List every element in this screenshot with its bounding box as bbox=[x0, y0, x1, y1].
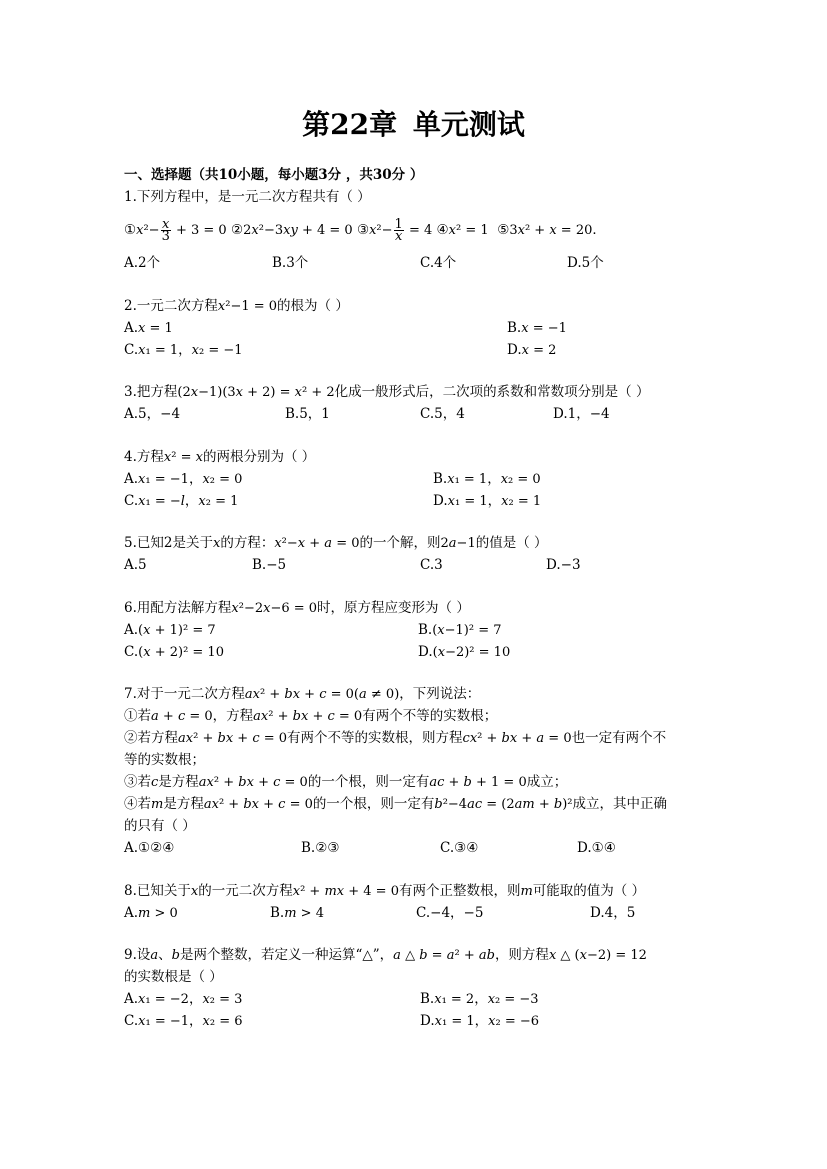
text-segment: ④ bbox=[432, 222, 449, 238]
math-expression: x²−1 = 0 bbox=[217, 298, 278, 314]
math-expression: a bbox=[150, 948, 159, 963]
question-8 bbox=[124, 880, 724, 924]
math-expression: x bbox=[190, 883, 199, 899]
math-expression: x₂ = −3 bbox=[487, 992, 539, 1007]
option-c bbox=[420, 252, 456, 274]
text-segment: ③若 bbox=[124, 774, 151, 790]
option-c bbox=[124, 339, 243, 361]
question-list bbox=[124, 186, 724, 1032]
option-a bbox=[124, 252, 160, 274]
text-segment: ②若方程 bbox=[124, 730, 178, 746]
math-expression: (x−2)² = 10 bbox=[432, 644, 511, 660]
text-segment: ， bbox=[487, 492, 502, 509]
option-a bbox=[124, 554, 147, 576]
math-expression: (x + 1)² = 7 bbox=[138, 622, 216, 638]
text-segment: 也一定有两个不 bbox=[571, 730, 667, 746]
math-expression: x₁ = 2 bbox=[434, 992, 475, 1007]
text-segment: 的根为（ ） bbox=[277, 297, 349, 314]
question-text-line bbox=[124, 771, 724, 793]
option-a bbox=[124, 317, 173, 339]
math-expression: x₁ = 1 bbox=[434, 1014, 475, 1029]
math-expression: x² = x bbox=[163, 449, 203, 465]
text-segment: ， bbox=[189, 1013, 203, 1029]
option-b bbox=[507, 317, 567, 339]
option-d bbox=[546, 554, 581, 576]
fraction-denominator: x bbox=[395, 229, 403, 244]
text-segment: 的方程： bbox=[220, 535, 275, 551]
math-expression: x₂ = 0 bbox=[202, 471, 243, 487]
text-segment: C.5，4 bbox=[420, 406, 465, 422]
text-segment: C.3 bbox=[420, 557, 443, 573]
math-expression: + 3 = 0 bbox=[171, 223, 227, 238]
math-expression: m bbox=[520, 883, 533, 899]
math-expression: x² + mx + 4 = 0 bbox=[292, 883, 399, 899]
text-segment: 的一个根，则一定有 bbox=[307, 774, 430, 790]
text-segment: ， bbox=[188, 991, 203, 1007]
text-segment: 的一个根，则一定有 bbox=[312, 796, 435, 812]
option-c bbox=[420, 403, 465, 425]
math-expression: x₂ = −6 bbox=[488, 1014, 540, 1029]
option-c bbox=[124, 1010, 243, 1032]
math-expression: = 4 bbox=[404, 223, 433, 238]
text-segment: 2.一元二次方程 bbox=[124, 297, 218, 314]
math-expression: (2x−1)(3x + 2) = x² + 2 bbox=[177, 385, 335, 400]
math-expression: ax² + bx + c = 0 bbox=[198, 775, 308, 790]
math-expression: x = −1 bbox=[521, 320, 567, 336]
page-title: 第22章 单元测试 bbox=[302, 108, 525, 141]
text-segment: 的一元二次方程 bbox=[198, 882, 293, 899]
option-a bbox=[124, 837, 174, 859]
exam-content bbox=[124, 164, 724, 1032]
option-a bbox=[124, 619, 216, 641]
question-text-line bbox=[124, 793, 724, 815]
math-expression: x₂ = −1 bbox=[191, 342, 243, 358]
text-segment: ①若 bbox=[124, 708, 151, 724]
option-d bbox=[567, 252, 604, 274]
text-segment: ， bbox=[188, 470, 203, 487]
text-segment: 是方程 bbox=[158, 774, 199, 790]
math-expression: ax² + bx + c = 0 bbox=[178, 731, 288, 746]
text-segment: ③ bbox=[352, 222, 370, 238]
answer-options bbox=[124, 619, 724, 663]
question-9 bbox=[124, 944, 724, 1032]
math-expression: (x−1)² = 7 bbox=[432, 622, 502, 638]
text-segment: 3.把方程 bbox=[124, 384, 178, 400]
text-segment: B. bbox=[433, 470, 448, 487]
text-segment: B. bbox=[420, 991, 435, 1007]
option-b bbox=[301, 837, 339, 859]
math-expression: x = 2 bbox=[521, 342, 557, 358]
text-segment: ① bbox=[124, 222, 137, 238]
option-c bbox=[420, 554, 443, 576]
text-segment: ， bbox=[178, 341, 192, 358]
option-c bbox=[124, 490, 238, 512]
text-segment: 的一个解，则 bbox=[359, 535, 441, 551]
text-segment: 时，原方程应变形为（ ） bbox=[317, 599, 470, 616]
text-segment: D.1，−4 bbox=[553, 406, 610, 422]
text-segment: 8.已知关于 bbox=[124, 882, 191, 899]
text-segment: 4.方程 bbox=[124, 448, 164, 465]
math-expression: x₁ = 1 bbox=[447, 471, 488, 487]
math-expression: x₁ = −2 bbox=[138, 992, 189, 1007]
text-segment: 的值是（ ） bbox=[475, 535, 548, 551]
math-expression: x₂ = 3 bbox=[202, 992, 243, 1007]
text-segment: 的实数根是（ ） bbox=[124, 969, 223, 985]
text-segment: ② bbox=[226, 222, 244, 238]
math-expression: x₁ = −1 bbox=[138, 471, 189, 487]
text-segment: A.5 bbox=[124, 557, 147, 573]
text-segment: B. bbox=[270, 904, 285, 921]
option-b bbox=[420, 988, 539, 1010]
text-segment: A.5，−4 bbox=[124, 406, 181, 422]
text-segment: ，下列说法： bbox=[399, 686, 481, 702]
text-segment: 有两个不等的实数根； bbox=[362, 708, 498, 724]
text-segment: ， bbox=[474, 1013, 489, 1029]
text-segment: 9.设 bbox=[124, 947, 151, 963]
question-7 bbox=[124, 683, 724, 859]
math-expression: b²−4ac = (2am + b)² bbox=[434, 797, 573, 812]
option-d bbox=[590, 902, 635, 924]
math-expression: 2x²−3xy + 4 = 0 bbox=[243, 223, 353, 238]
math-expression: x²− bbox=[369, 223, 393, 238]
text-segment: D.①④ bbox=[577, 840, 616, 856]
text-segment: C. bbox=[124, 1013, 139, 1029]
text-segment: D. bbox=[507, 341, 522, 358]
option-d bbox=[577, 837, 616, 859]
text-segment: B.5，1 bbox=[285, 406, 330, 422]
question-1 bbox=[124, 186, 724, 274]
question-stem bbox=[124, 295, 724, 317]
option-d bbox=[418, 641, 510, 663]
text-segment: 化成一般形式后，二次项的系数和常数项分别是（ ） bbox=[334, 384, 650, 400]
answer-options bbox=[124, 554, 724, 576]
text-segment: B.3个 bbox=[272, 255, 309, 271]
question-stem bbox=[124, 532, 724, 554]
text-segment: 成立； bbox=[526, 774, 568, 790]
option-b bbox=[433, 468, 541, 490]
question-stem bbox=[124, 381, 724, 403]
section-heading: 一、选择题（共10小题，每小题3分 ，共30分 ） bbox=[124, 167, 424, 183]
question-5 bbox=[124, 532, 724, 576]
text-segment: C.−4，−5 bbox=[416, 904, 484, 921]
fraction-numerator: 1 bbox=[394, 217, 403, 232]
text-segment: 是两个整数，若定义一种运算“△”， bbox=[179, 947, 394, 963]
math-expression: x₂ = 6 bbox=[202, 1014, 243, 1029]
option-a bbox=[124, 403, 180, 425]
option-a bbox=[124, 902, 178, 924]
math-expression: x²−x + a = 0 bbox=[274, 536, 360, 551]
math-expression: x²− bbox=[136, 223, 160, 238]
fraction bbox=[394, 219, 404, 242]
text-segment: ⑤ bbox=[488, 222, 510, 238]
text-segment: D.4，5 bbox=[590, 904, 636, 921]
answer-options bbox=[124, 317, 724, 361]
fraction-numerator: x bbox=[162, 217, 170, 232]
math-expression: x bbox=[212, 536, 221, 551]
text-segment: ． bbox=[592, 222, 606, 238]
answer-options bbox=[124, 468, 724, 512]
math-expression: x₂ = 1 bbox=[198, 493, 239, 509]
text-segment: 6.用配方法解方程 bbox=[124, 599, 232, 616]
question-stem bbox=[124, 944, 724, 966]
text-segment: 的只有（ ） bbox=[124, 818, 196, 834]
question-6 bbox=[124, 597, 724, 663]
math-expression: ax² + bx + c = 0 bbox=[253, 709, 363, 724]
math-expression: (x + 2)² = 10 bbox=[138, 644, 224, 660]
text-segment: 有两个正整数根，则 bbox=[398, 882, 521, 899]
text-segment: ，方程 bbox=[212, 708, 254, 724]
option-b bbox=[252, 554, 286, 576]
option-c bbox=[416, 902, 483, 924]
text-segment: D.−3 bbox=[546, 557, 581, 573]
math-expression: cx² + bx + a = 0 bbox=[462, 731, 572, 746]
answer-options bbox=[124, 837, 724, 859]
text-segment: C. bbox=[124, 341, 139, 358]
option-d bbox=[420, 1010, 539, 1032]
math-expression: x₂ = 0 bbox=[500, 471, 541, 487]
fraction bbox=[161, 219, 171, 242]
math-expression: ac + b + 1 = 0 bbox=[429, 775, 527, 790]
text-segment: 、 bbox=[158, 947, 172, 963]
text-segment: ， bbox=[184, 492, 199, 509]
option-c bbox=[124, 641, 224, 663]
math-expression: a + c = 0 bbox=[151, 709, 213, 724]
text-segment: A. bbox=[124, 991, 139, 1007]
text-segment: 有两个不等的实数根，则方程 bbox=[287, 730, 463, 746]
answer-options bbox=[124, 902, 724, 924]
text-segment: C. bbox=[124, 492, 139, 509]
text-segment: 的两根分别为（ ） bbox=[202, 448, 316, 465]
math-expression: x²−2x−6 = 0 bbox=[231, 600, 318, 616]
math-expression: x = 1 bbox=[138, 320, 173, 336]
text-segment: ， bbox=[487, 470, 501, 487]
question-stem bbox=[124, 880, 724, 902]
text-segment: A. bbox=[124, 470, 139, 487]
question-stem bbox=[124, 683, 724, 705]
math-expression: x₂ = 1 bbox=[501, 493, 542, 509]
math-expression: m > 4 bbox=[284, 905, 324, 921]
option-d bbox=[433, 490, 541, 512]
math-expression: a △ b = a² + ab bbox=[393, 948, 495, 963]
text-segment: 7.对于一元二次方程 bbox=[124, 686, 245, 702]
math-expression: x₁ = −l bbox=[138, 493, 185, 509]
answer-options bbox=[124, 988, 724, 1032]
text-segment: ，则方程 bbox=[494, 947, 549, 963]
answer-options bbox=[124, 252, 724, 274]
text-segment: 5.已知2是关于 bbox=[124, 535, 213, 551]
question-text-line bbox=[124, 208, 724, 252]
text-segment: 成立，其中正确 bbox=[572, 796, 668, 812]
text-segment: B. bbox=[418, 621, 433, 638]
text-segment: A. bbox=[124, 319, 139, 336]
math-expression: x₁ = 1 bbox=[447, 493, 488, 509]
option-b bbox=[418, 619, 502, 641]
math-expression: 2a−1 bbox=[440, 536, 476, 551]
question-2 bbox=[124, 295, 724, 361]
text-segment: ， bbox=[474, 991, 488, 1007]
text-segment: ④若 bbox=[124, 796, 151, 812]
math-expression: b bbox=[171, 948, 180, 963]
math-expression: x₁ = 1 bbox=[138, 342, 179, 358]
math-expression: x₁ = −1 bbox=[138, 1014, 190, 1029]
option-a bbox=[124, 988, 242, 1010]
option-a bbox=[124, 468, 242, 490]
text-segment: D. bbox=[420, 1013, 435, 1029]
question-stem bbox=[124, 597, 724, 619]
question-stem bbox=[124, 446, 724, 468]
question-text-line bbox=[124, 815, 724, 837]
math-expression: ax² + bx + c = 0 bbox=[203, 797, 313, 812]
text-segment: D. bbox=[418, 643, 433, 660]
text-segment: B.②③ bbox=[301, 840, 340, 856]
text-segment: B. bbox=[507, 319, 522, 336]
option-b bbox=[270, 902, 324, 924]
math-expression: ax² + bx + c = 0(a ≠ 0) bbox=[244, 687, 400, 702]
text-segment: 可能取的值为（ ） bbox=[532, 882, 646, 899]
math-expression: c bbox=[151, 775, 159, 790]
math-expression: x △ (x−2) = 12 bbox=[548, 948, 647, 963]
math-expression: 3x² + x = 20 bbox=[509, 223, 593, 238]
text-segment: B.−5 bbox=[252, 557, 287, 573]
option-d bbox=[507, 339, 556, 361]
option-b bbox=[285, 403, 330, 425]
fraction-denominator: 3 bbox=[161, 229, 170, 244]
text-segment: A.2个 bbox=[124, 255, 161, 271]
question-text-line bbox=[124, 727, 724, 749]
text-segment: A.①②④ bbox=[124, 840, 175, 856]
text-segment: 1.下列方程中，是一元二次方程共有（ ） bbox=[124, 189, 371, 205]
text-segment: A. bbox=[124, 621, 139, 638]
answer-options bbox=[124, 403, 724, 425]
text-segment: C.③④ bbox=[440, 840, 479, 856]
text-segment: D. bbox=[433, 492, 448, 509]
text-segment: A. bbox=[124, 904, 139, 921]
option-d bbox=[553, 403, 610, 425]
question-text-line bbox=[124, 705, 724, 727]
text-segment: 是方程 bbox=[163, 796, 204, 812]
text-segment: C.4个 bbox=[420, 255, 457, 271]
text-segment: D.5个 bbox=[567, 255, 604, 271]
option-c bbox=[440, 837, 478, 859]
math-expression: m bbox=[151, 797, 164, 812]
question-3 bbox=[124, 381, 724, 425]
question-text-line bbox=[124, 966, 724, 988]
question-4 bbox=[124, 446, 724, 512]
question-text-line bbox=[124, 749, 724, 771]
math-expression: m > 0 bbox=[138, 905, 178, 921]
text-segment: 等的实数根； bbox=[124, 752, 205, 768]
option-b bbox=[272, 252, 308, 274]
question-stem bbox=[124, 186, 724, 208]
math-expression: x² = 1 bbox=[448, 223, 489, 238]
text-segment: C. bbox=[124, 643, 139, 660]
